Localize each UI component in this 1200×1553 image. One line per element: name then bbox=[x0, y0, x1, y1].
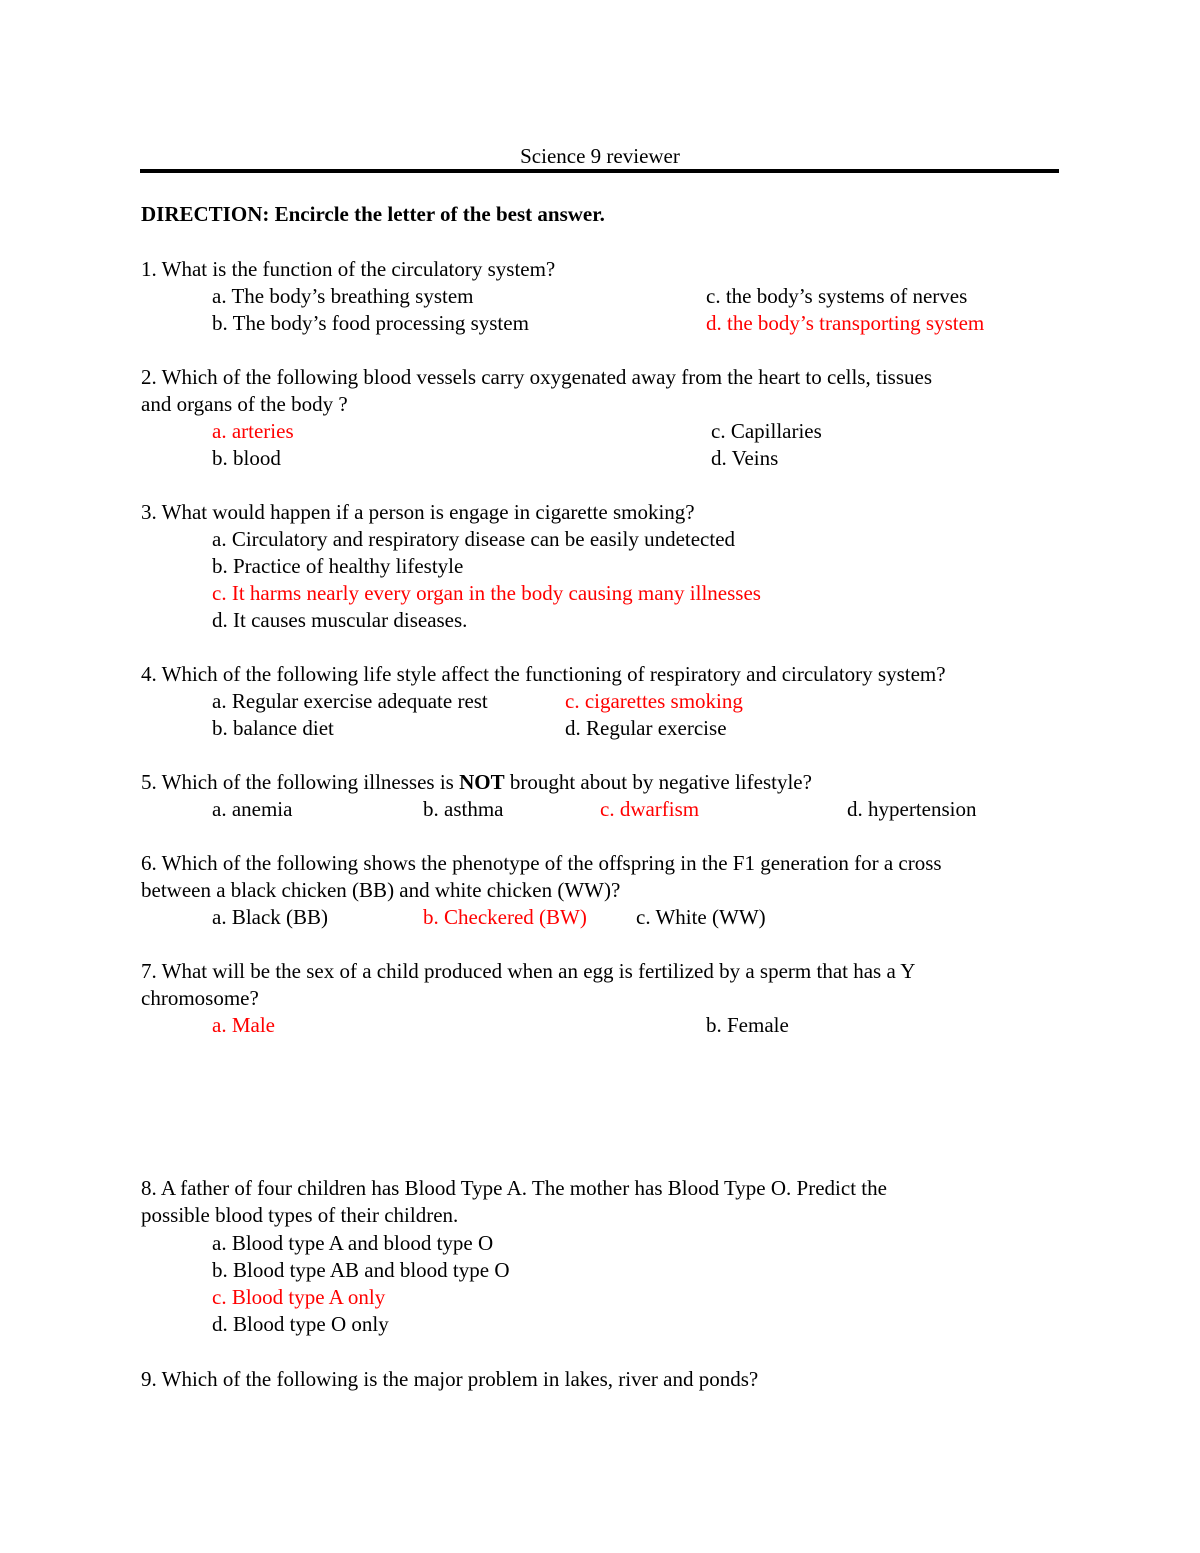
question-number: 2. bbox=[141, 365, 157, 389]
question-6 bbox=[141, 850, 942, 877]
question-4 bbox=[141, 661, 946, 688]
question-text: A father of four children has Blood Type A. The mother has Blood Type O. Predict the bbox=[160, 1176, 887, 1200]
question-5 bbox=[141, 769, 812, 796]
question-number: 4. bbox=[141, 662, 157, 686]
question-number: 9. bbox=[141, 1367, 157, 1391]
question-emphasis: NOT bbox=[459, 770, 505, 794]
q4-option-d: d. Regular exercise bbox=[565, 716, 727, 740]
q3-option-a: a. Circulatory and respiratory disease can be easily undetected bbox=[212, 527, 736, 551]
question-6-line-2: between a black chicken (BB) and white chicken (WW)? bbox=[141, 878, 621, 902]
q5-option-a: a. anemia bbox=[212, 797, 293, 821]
question-text-before: Which of the following illnesses is bbox=[161, 770, 454, 794]
question-8-line-2: possible blood types of their children. bbox=[141, 1203, 459, 1227]
q5-option-b: b. asthma bbox=[423, 797, 504, 821]
q2-option-d: d. Veins bbox=[711, 446, 779, 470]
question-7-line-2: chromosome? bbox=[141, 986, 259, 1010]
q8-option-a: a. Blood type A and blood type O bbox=[212, 1231, 494, 1255]
question-text: Which of the following is the major problem in lakes, river and ponds? bbox=[161, 1367, 759, 1391]
question-number: 8. bbox=[141, 1176, 157, 1200]
question-number: 7. bbox=[141, 959, 157, 983]
question-text: Which of the following shows the phenotype of the offspring in the F1 generation for a cross bbox=[161, 851, 942, 875]
q1-option-d-answer: d. the body’s transporting system bbox=[706, 311, 985, 335]
q4-option-b: b. balance diet bbox=[212, 716, 334, 740]
q5-option-c-answer: c. dwarfism bbox=[600, 797, 700, 821]
question-text: What will be the sex of a child produced when an egg is fertilized by a sperm that has a Y bbox=[161, 959, 916, 983]
question-text-after: brought about by negative lifestyle? bbox=[509, 770, 812, 794]
q3-option-d: d. It causes muscular diseases. bbox=[212, 608, 468, 632]
direction-text: Encircle the letter of the best answer. bbox=[274, 202, 605, 226]
question-2-line-2: and organs of the body ? bbox=[141, 392, 348, 416]
q4-option-c-answer: c. cigarettes smoking bbox=[565, 689, 743, 713]
direction-label: DIRECTION: bbox=[141, 202, 270, 226]
question-text: What would happen if a person is engage in cigarette smoking? bbox=[161, 500, 695, 524]
q2-option-c: c. Capillaries bbox=[711, 419, 822, 443]
question-2 bbox=[141, 364, 932, 391]
q5-option-d: d. hypertension bbox=[847, 797, 977, 821]
q7-option-b: b. Female bbox=[706, 1013, 789, 1037]
q7-option-a-answer: a. Male bbox=[212, 1013, 275, 1037]
q2-option-b: b. blood bbox=[212, 446, 281, 470]
question-text: Which of the following life style affect the functioning of respiratory and circulatory system? bbox=[161, 662, 946, 686]
header-rule bbox=[140, 169, 1059, 173]
q6-option-c: c. White (WW) bbox=[636, 905, 766, 929]
question-text: What is the function of the circulatory system? bbox=[161, 257, 556, 281]
q8-option-b: b. Blood type AB and blood type O bbox=[212, 1258, 510, 1282]
question-9 bbox=[141, 1366, 758, 1393]
q6-option-b-answer: b. Checkered (BW) bbox=[423, 905, 587, 929]
question-number: 1. bbox=[141, 257, 157, 281]
question-3 bbox=[141, 499, 695, 526]
q3-option-b: b. Practice of healthy lifestyle bbox=[212, 554, 464, 578]
question-number: 3. bbox=[141, 500, 157, 524]
question-7 bbox=[141, 958, 915, 985]
question-number: 5. bbox=[141, 770, 157, 794]
q8-option-c-answer: c. Blood type A only bbox=[212, 1285, 386, 1309]
page-title: Science 9 reviewer bbox=[520, 144, 680, 168]
question-number: 6. bbox=[141, 851, 157, 875]
q1-option-c: c. the body’s systems of nerves bbox=[706, 284, 968, 308]
question-8 bbox=[141, 1175, 887, 1202]
question-text: Which of the following blood vessels carry oxygenated away from the heart to cells, tissues bbox=[161, 365, 932, 389]
q4-option-a: a. Regular exercise adequate rest bbox=[212, 689, 488, 713]
q1-option-b: b. The body’s food processing system bbox=[212, 311, 529, 335]
q2-option-a-answer: a. arteries bbox=[212, 419, 294, 443]
q8-option-d: d. Blood type O only bbox=[212, 1312, 389, 1336]
direction-line bbox=[141, 201, 605, 228]
question-1 bbox=[141, 256, 555, 283]
q1-option-a: a. The body’s breathing system bbox=[212, 284, 474, 308]
q6-option-a: a. Black (BB) bbox=[212, 905, 329, 929]
q3-option-c-answer: c. It harms nearly every organ in the body causing many illnesses bbox=[212, 581, 761, 605]
